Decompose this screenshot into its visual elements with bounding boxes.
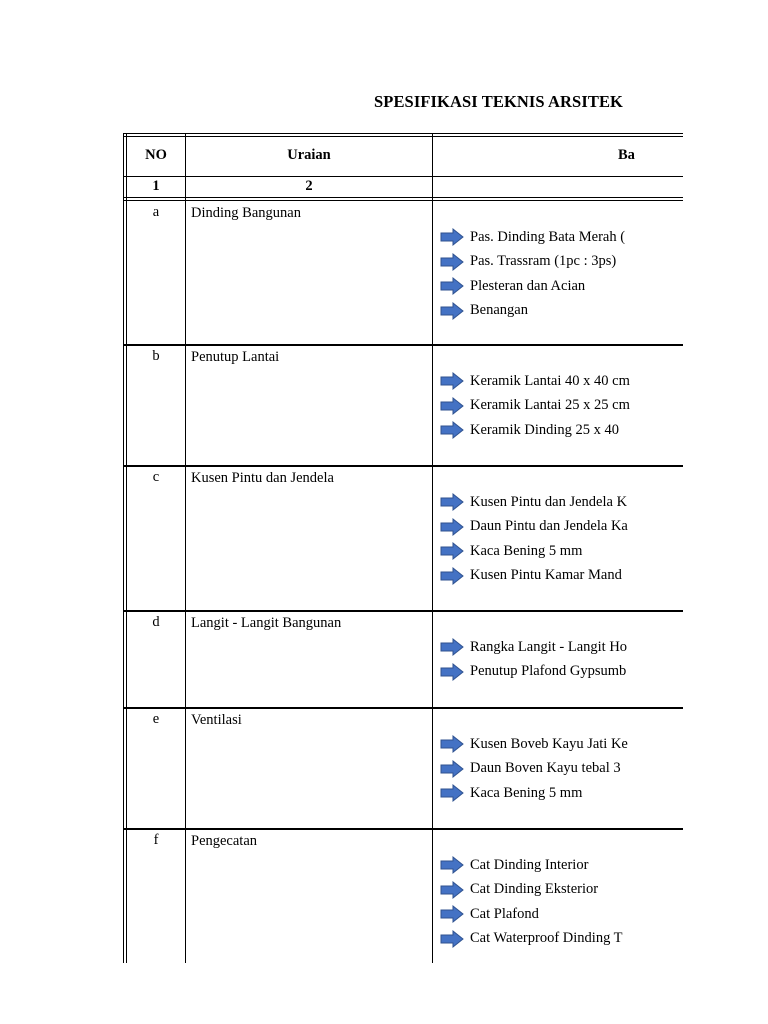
spec-item [440, 928, 623, 950]
spec-item [440, 879, 598, 901]
right-arrow-icon [440, 302, 464, 320]
spec-item-label: Kusen Boveb Kayu Jati Ke [470, 735, 628, 752]
header-uraian: Uraian [287, 147, 331, 163]
right-arrow-icon [440, 372, 464, 390]
right-arrow-icon [440, 784, 464, 802]
spec-table-viewport [123, 133, 635, 949]
spec-item [440, 300, 528, 322]
right-arrow-icon [440, 228, 464, 246]
row-divider [123, 344, 683, 346]
row-no: b [152, 348, 160, 364]
header-num-2: 2 [305, 178, 313, 194]
row-no: a [152, 204, 160, 220]
column-divider-uraian [432, 133, 433, 963]
row-uraian: Pengecatan [191, 833, 258, 849]
spec-item-label: Daun Pintu dan Jendela Ka [470, 518, 628, 534]
table-border-top [123, 133, 683, 134]
spec-item [440, 636, 627, 658]
row-no: e [152, 711, 160, 727]
spec-item [440, 903, 539, 925]
spec-item-label: Kusen Pintu dan Jendela K [470, 493, 628, 510]
spec-item-label: Penutup Plafond Gypsumb [470, 663, 627, 679]
row-divider [123, 610, 683, 612]
right-arrow-icon [440, 930, 464, 948]
table-border-top-inner [123, 136, 683, 137]
spec-item [440, 854, 588, 876]
spec-item-label: Pas. Dinding Bata Merah ( [470, 228, 626, 245]
right-arrow-icon [440, 760, 464, 778]
spec-item-label: Keramik Dinding 25 x 40 [470, 421, 620, 438]
right-arrow-icon [440, 567, 464, 585]
right-arrow-icon [440, 253, 464, 271]
right-arrow-icon [440, 397, 464, 415]
spec-item-label: Cat Dinding Interior [470, 856, 589, 873]
spec-item-label: Keramik Lantai 40 x 40 cm [470, 372, 630, 389]
spec-item [440, 395, 630, 417]
spec-item-label: Kaca Bening 5 mm [470, 784, 583, 801]
spec-item-label: Plesteran dan Acian [470, 277, 586, 294]
header-bottom-line [123, 176, 683, 177]
spec-item [440, 733, 628, 755]
spec-item [440, 782, 582, 804]
spec-item-label: Rangka Langit - Langit Ho [470, 638, 628, 655]
spec-item-label: Pas. Trassram (1pc : 3ps) [470, 253, 617, 269]
spec-item [440, 516, 628, 538]
page-title: SPESIFIKASI TEKNIS ARSITEK [374, 92, 623, 111]
row-uraian: Ventilasi [191, 712, 242, 728]
table-border-left [123, 133, 124, 963]
spec-item [440, 540, 582, 562]
right-arrow-icon [440, 277, 464, 295]
spec-item-label: Cat Plafond [470, 905, 539, 922]
spec-item-label: Cat Dinding Eksterior [470, 881, 599, 897]
right-arrow-icon [440, 493, 464, 511]
spec-item-label: Benangan [470, 302, 528, 318]
row-divider [123, 707, 683, 709]
row-uraian: Dinding Bangunan [191, 205, 301, 221]
spec-item [440, 758, 621, 780]
number-row-bottom-line-inner [123, 200, 683, 201]
row-divider [123, 828, 683, 830]
spec-item-label: Cat Waterproof Dinding T [470, 930, 623, 946]
spec-item [440, 251, 616, 273]
spec-item [440, 419, 619, 441]
header-num-1: 1 [152, 178, 160, 194]
row-no: c [152, 469, 160, 485]
row-divider [123, 465, 683, 467]
right-arrow-icon [440, 856, 464, 874]
row-uraian: Penutup Lantai [191, 349, 280, 365]
spec-item [440, 661, 626, 683]
spec-item [440, 275, 585, 297]
spec-item [440, 491, 627, 513]
header-no: NO [145, 147, 167, 163]
right-arrow-icon [440, 638, 464, 656]
right-arrow-icon [440, 542, 464, 560]
row-uraian: Kusen Pintu dan Jendela [191, 470, 334, 486]
right-arrow-icon [440, 881, 464, 899]
spec-item-label: Kaca Bening 5 mm [470, 542, 583, 559]
spec-item [440, 565, 622, 587]
row-no: f [153, 832, 159, 848]
spec-item-label: Kusen Pintu Kamar Mand [470, 567, 622, 583]
column-divider-no [185, 133, 186, 963]
right-arrow-icon [440, 518, 464, 536]
right-arrow-icon [440, 663, 464, 681]
spec-item [440, 226, 625, 248]
row-no: d [152, 614, 160, 630]
row-uraian: Langit - Langit Bangunan [191, 615, 342, 631]
header-col3: Ba [618, 147, 635, 163]
right-arrow-icon [440, 735, 464, 753]
right-arrow-icon [440, 905, 464, 923]
spec-item-label: Keramik Lantai 25 x 25 cm [470, 397, 630, 413]
right-arrow-icon [440, 421, 464, 439]
spec-item-label: Daun Boven Kayu tebal 3 [470, 760, 621, 776]
number-row-bottom-line [123, 197, 683, 198]
spec-item [440, 370, 630, 392]
